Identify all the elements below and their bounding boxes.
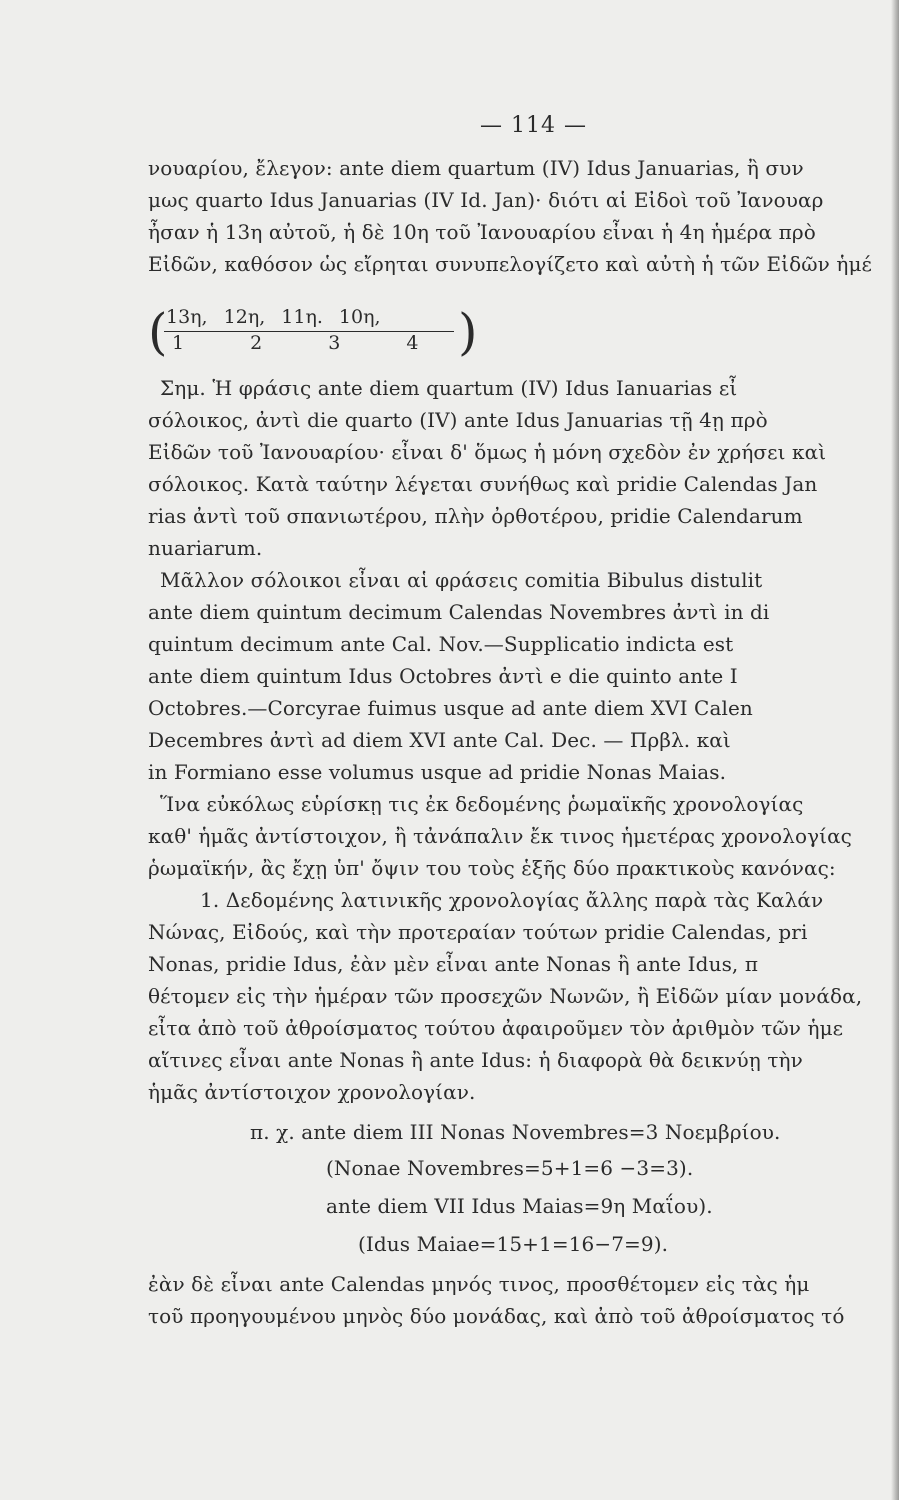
- text-line: σόλοικος, ἀντὶ die quarto (IV) ante Idus Januarias τῇ 4ῃ πρὸ: [148, 408, 768, 432]
- page-number: — 114 —: [480, 113, 587, 138]
- text-line: ante diem quintum decimum Calendas Novembres ἀντὶ in di: [148, 600, 770, 624]
- text-line: ante diem quintum Idus Octobres ἀντὶ e die quinto ante I: [148, 664, 738, 688]
- text-line: νουαρίου, ἔλεγον: ante diem quartum (IV) Idus Januarias, ἢ συν: [148, 156, 804, 180]
- example-line: (Nonae Novembres=5+1=6 −3=3).: [326, 1156, 694, 1180]
- paragraph-first-line: Ἵνα εὐκόλως εὑρίσκῃ τις ἐκ δεδομένης ῥωμαϊκῆς χρονολογίας: [160, 792, 804, 816]
- text-line: Νώνας, Εἰδούς, καὶ τὴν προτεραίαν τούτων pridie Calendas, pri: [148, 920, 808, 944]
- text-line: Nonas, pridie Idus, ἐὰν μὲν εἶναι ante Nonas ἢ ante Idus, π: [148, 952, 759, 976]
- right-paren: ): [458, 303, 478, 361]
- paragraph-first-line: Μᾶλλον σόλοικοι εἶναι αἱ φράσεις comitia Bibulus distulit: [160, 568, 763, 592]
- text-line: in Formiano esse volumus usque ad pridie Nonas Maias.: [148, 760, 727, 784]
- text-line: ἐὰν δὲ εἶναι ante Calendas μηνός τινος, προσθέτομεν εἰς τὰς ἡμ: [148, 1272, 810, 1296]
- left-paren: (: [148, 303, 168, 361]
- text-line: Decembres ἀντὶ ad diem XVI ante Cal. Dec. — Πρβλ. καὶ: [148, 728, 731, 752]
- text-line: σόλοικος. Κατὰ ταύτην λέγεται συνήθως καὶ pridie Calendas Jan: [148, 472, 818, 496]
- text-line: ἡμᾶς ἀντίστοιχον χρονολογίαν.: [148, 1080, 476, 1104]
- text-line: τοῦ προηγουμένου μηνὸς δύο μονάδας, καὶ ἀπὸ τοῦ ἀθροίσματος τό: [148, 1304, 845, 1328]
- text-line: Εἰδῶν, καθόσον ὡς εἴρηται συνυπελογίζετο καὶ αὐτὴ ἡ τῶν Εἰδῶν ἡμέ: [148, 252, 872, 276]
- note-line: Σημ. Ἡ φράσις ante diem quartum (IV) Idus Ianuarias εἶ: [160, 376, 738, 400]
- text-line: καθ' ἡμᾶς ἀντίστοιχον, ἢ τἀνάπαλιν ἔκ τινος ἡμετέρας χρονολογίας: [148, 824, 852, 848]
- text-line: αἵτινες εἶναι ante Nonas ἢ ante Idus: ἡ διαφορὰ θὰ δεικνύῃ τὴν: [148, 1048, 803, 1072]
- example-line: π. χ. ante diem III Nonas Novembres=3 Νοεμβρίου.: [250, 1120, 781, 1144]
- text-line: εἶτα ἀπὸ τοῦ ἀθροίσματος τούτου ἀφαιροῦμεν τὸν ἀριθμὸν τῶν ἡμε: [148, 1016, 844, 1040]
- text-line: μως quarto Idus Januarias (IV Id. Jan)· διότι αἱ Εἰδοὶ τοῦ Ἰανουαρ: [148, 188, 824, 212]
- rule-first-line: 1. Δεδομένης λατινικῆς χρονολογίας ἄλλης παρὰ τὰς Καλάν: [200, 888, 824, 912]
- text-line: nuariarum.: [148, 536, 263, 560]
- text-line: ἦσαν ἡ 13η αὐτοῦ, ἡ δὲ 10η τοῦ Ἰανουαρίου εἶναι ἡ 4η ἡμέρα πρὸ: [148, 220, 816, 244]
- text-line: quintum decimum ante Cal. Nov.—Supplicatio indicta est: [148, 632, 734, 656]
- example-line: ante diem VII Idus Maias=9η Μαΐου).: [326, 1194, 713, 1218]
- text-line: rias ἀντὶ τοῦ σπανιωτέρου, πλὴν ὀρθοτέρου, pridie Calendarum: [148, 504, 803, 528]
- text-line: Octobres.—Corcyrae fuimus usque ad ante diem XVI Calen: [148, 696, 753, 720]
- fraction-denominators: 1 2 3 4: [172, 332, 419, 354]
- day-count-fraction: [148, 302, 488, 372]
- text-line: ῥωμαϊκήν, ἂς ἔχῃ ὑπ' ὄψιν του τοὺς ἑξῆς δύο πρακτικοὺς κανόνας:: [148, 856, 836, 880]
- fraction-numerators: 13η, 12η, 11η. 10η,: [166, 306, 381, 328]
- text-line: Εἰδῶν τοῦ Ἰανουαρίου· εἶναι δ' ὅμως ἡ μόνη σχεδὸν ἐν χρήσει καὶ: [148, 440, 827, 464]
- example-line: (Idus Maiae=15+1=16−7=9).: [358, 1232, 669, 1256]
- text-line: θέτομεν εἰς τὴν ἡμέραν τῶν προσεχῶν Νωνῶν, ἢ Εἰδῶν μίαν μονάδα,: [148, 984, 863, 1008]
